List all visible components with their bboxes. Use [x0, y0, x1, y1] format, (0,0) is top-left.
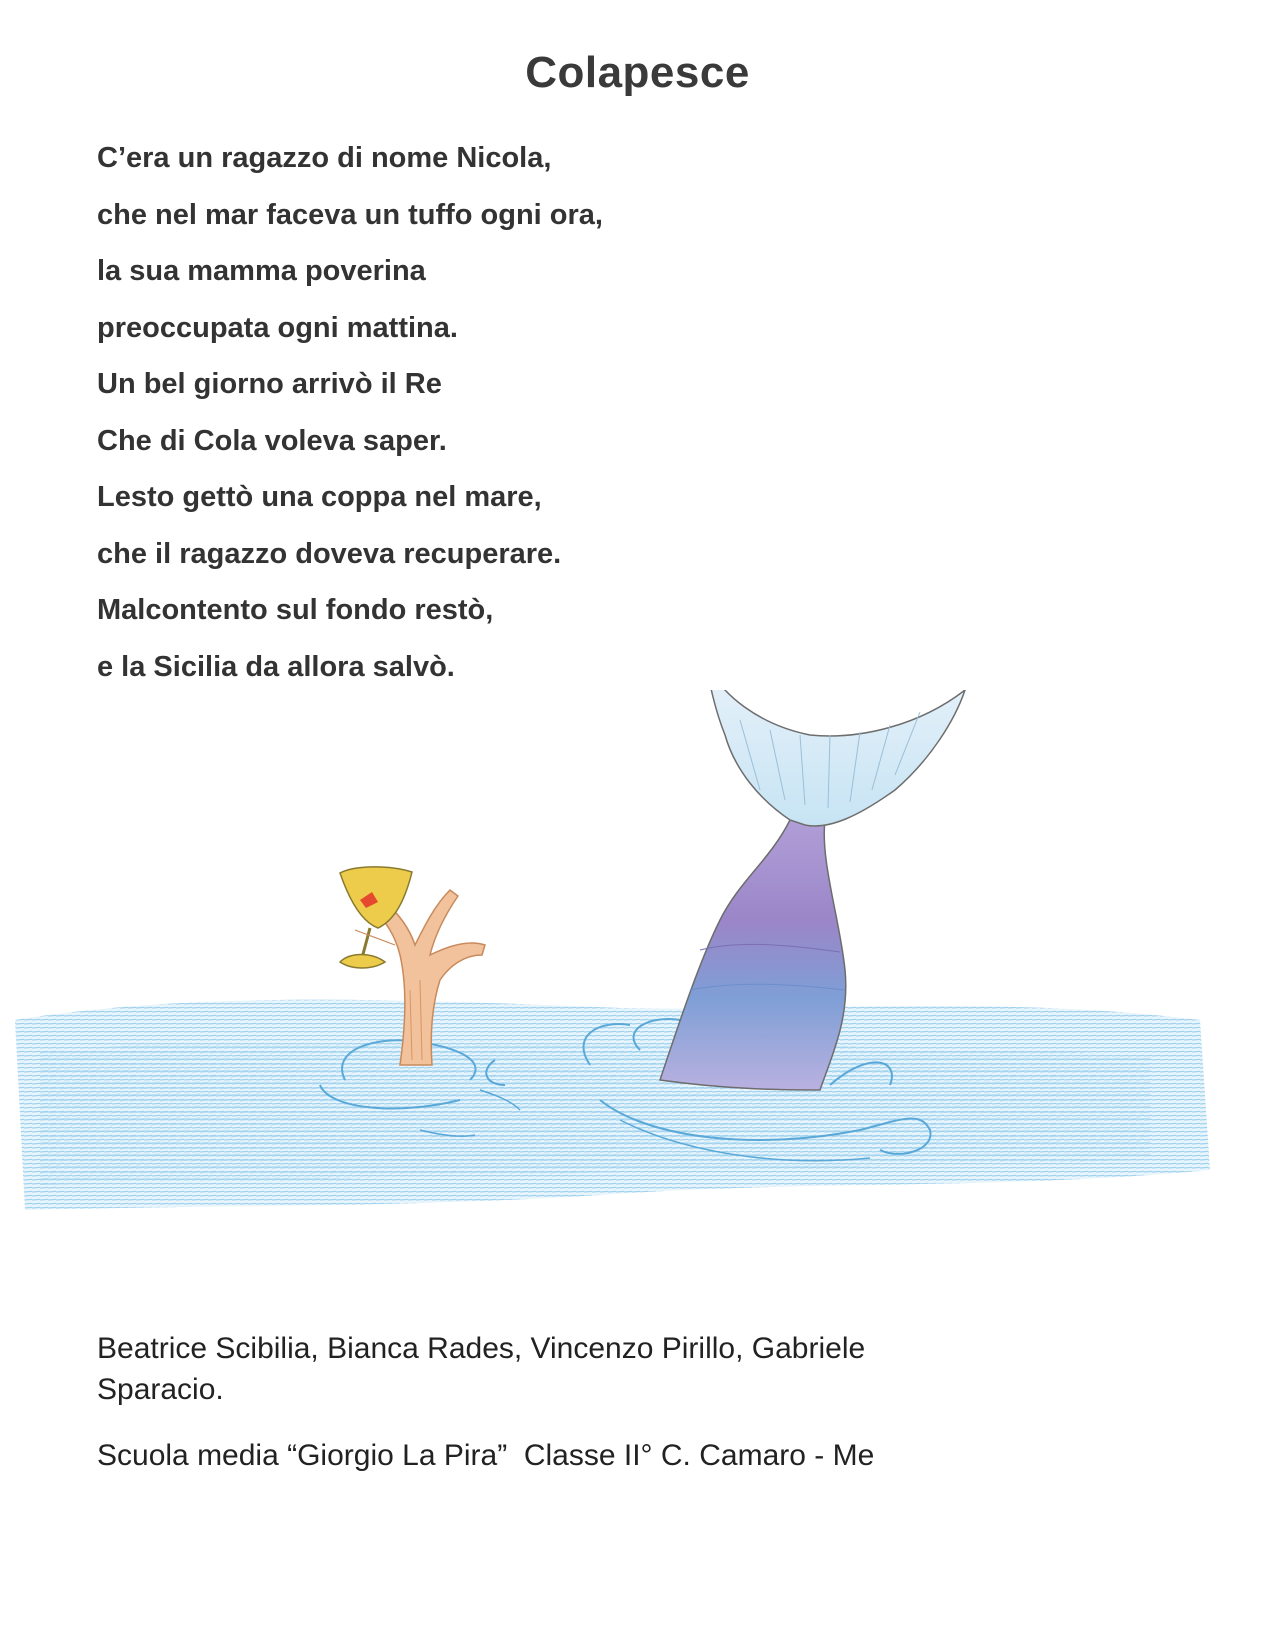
- poem-line: e la Sicilia da allora salvò.: [97, 650, 455, 683]
- authors: Beatrice Scibilia, Bianca Rades, Vincenzo Pirillo, Gabriele Sparacio.: [97, 1332, 866, 1406]
- poem-line: preoccupata ogni mattina.: [97, 311, 458, 344]
- poem: [97, 130, 603, 695]
- poem-line: che nel mar faceva un tuffo ogni ora,: [97, 198, 603, 231]
- poem-line: Lesto gettò una coppa nel mare,: [97, 481, 542, 513]
- poem-line: Un bel giorno arrivò il Re: [97, 368, 442, 400]
- sea-drawing-icon: [0, 690, 1275, 1310]
- poem-line: Malcontento sul fondo restò,: [97, 594, 494, 626]
- school-info: Scuola media “Giorgio La Pira” Classe II° C. Camaro - Me: [97, 1439, 875, 1472]
- poem-line: che il ragazzo doveva recuperare.: [97, 537, 562, 570]
- page-title: Colapesce: [525, 48, 750, 97]
- poem-line: la sua mamma poverina: [97, 255, 426, 287]
- poem-line: C’era un ragazzo di nome Nicola,: [97, 142, 552, 174]
- poem-line: Che di Cola voleva saper.: [97, 424, 447, 457]
